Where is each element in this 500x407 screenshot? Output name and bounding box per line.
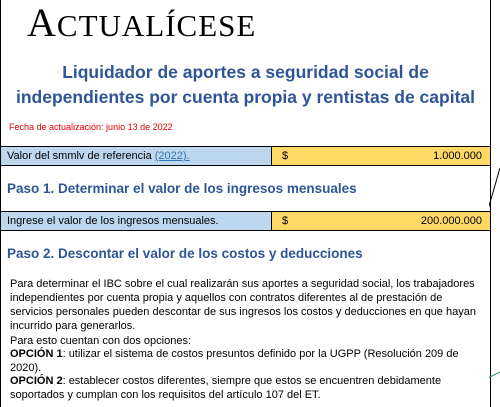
update-date: Fecha de actualización: junio 13 de 2022: [9, 122, 173, 132]
income-row: [1, 211, 490, 231]
brand-logo: ACTUALÍCESE: [27, 0, 257, 45]
option1-text: OPCIÓN 1: utilizar el sistema de costos presuntos definido por la UGPP (Resolución 209 de 2020).: [10, 348, 459, 374]
smmlv-value-cell[interactable]: [272, 147, 490, 165]
currency-symbol: $: [282, 215, 289, 227]
option1-label: OPCIÓN 1: [10, 348, 63, 360]
income-label-cell: Ingrese el valor de los ingresos mensuales.: [1, 212, 272, 230]
smmlv-year-link[interactable]: (2022).: [154, 150, 190, 162]
options-intro: Para esto cuentan con dos opciones:: [10, 335, 192, 347]
option2-text: OPCIÓN 2: establecer costos diferentes, siempre que estos se encuentren debidamente soportados y cumplan con los requisitos del artículo 107 del ET.: [10, 375, 442, 401]
smmlv-label-cell: Valor del smmlv de referencia (2022).: [1, 147, 272, 165]
income-value: 200.000.000: [420, 215, 482, 227]
smmlv-row: [1, 146, 490, 166]
income-input-cell[interactable]: [272, 212, 490, 230]
step1-heading: Paso 1. Determinar el valor de los ingresos mensuales: [7, 181, 357, 196]
intro-paragraph: Para determinar el IBC sobre el cual realizarán sus aportes a seguridad social, los trabajadores independientes por cuenta propia y aquellos con contratos diferentes al de prestación de servicios personales pueden descontar de sus ingresos los costos y deducciones en que hayan incurrido para generarlos.: [10, 278, 476, 332]
page-title: Liquidador de aportes a seguridad social de independientes por cuenta propia y rentistas de capital: [16, 62, 475, 107]
currency-symbol: $: [282, 150, 289, 162]
step2-heading: Paso 2. Descontar el valor de los costos y deducciones: [7, 246, 363, 261]
smmlv-value: 1.000.000: [433, 150, 482, 162]
option2-label: OPCIÓN 2: [10, 375, 63, 387]
comment-callout-lines: [489, 0, 500, 407]
